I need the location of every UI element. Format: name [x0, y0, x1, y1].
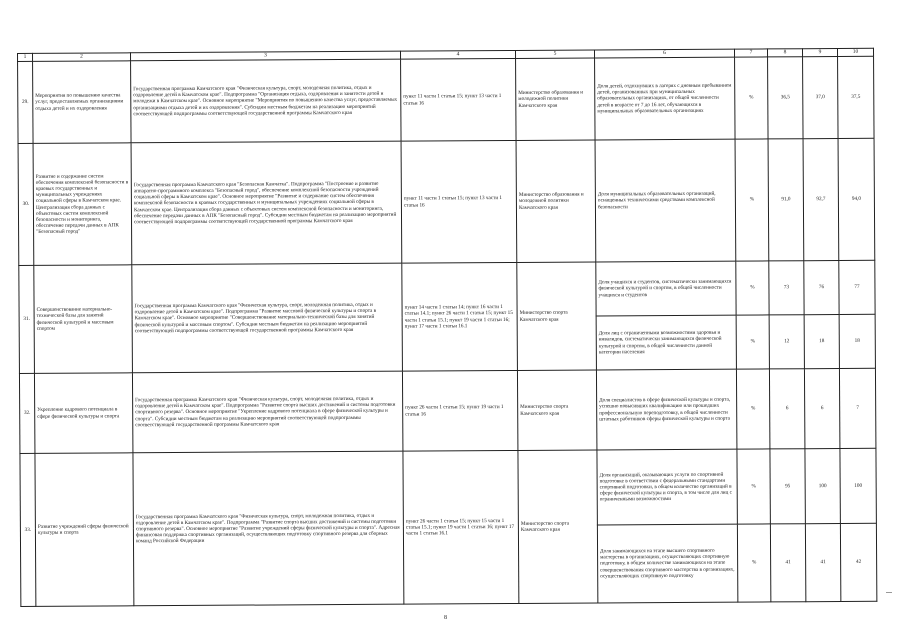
- header-cell: 10: [837, 48, 873, 56]
- indicator-cell: Доля учащихся и студентов, систематически занимающихся физической культурой и спортом, в общей численности учащихся и студентов: [596, 261, 736, 316]
- header-cell: 5: [515, 50, 594, 58]
- ministry-cell: Министерство спорта Камчатского края: [518, 450, 598, 603]
- table-row: [18, 138, 875, 265]
- event-cell: Укрепление кадрового потенциала в сфере физической культуры и спорта: [34, 373, 132, 454]
- value-cell: 36,5: [768, 57, 804, 139]
- value-cell: 95: [770, 449, 805, 524]
- unit-cell: %: [735, 57, 769, 139]
- program-cell: Государственная программа Камчатского края "Безопасная Камчатка". Подпрограмма "Построение и развитие аппаратно-программного комплекса "Безопасный город", обеспечение комплексной безопасности учреждений социальной сферы в Камчатском крае". Основное мероприятие "Развитие и содержание систем обеспечения комплексной безопасности в краевых государственных и муниципальных учреждениях социальной сферы в Камчатском крае. Централизация сбора данных с объектовых систем комплексной безопасности и мониторинга, обеспечение передачи данных в АПК "Безопасный город". Субсидии местным бюджетам на реализацию мероприятий соответствующей подпрограммы соответствующей государственной программы Камчатского края: [131, 141, 402, 265]
- header-cell: 1: [18, 53, 33, 61]
- indicator-cell: Доля занимающихся на этапе высшего спортивного мастерства в организациях, осуществляющих спортивную подготовку, в общем количестве занимающихся на этапе совершенствования спортивного мастерства в организациях, осуществляющих спортивную подготовку: [597, 524, 737, 603]
- value-cell: 6: [804, 368, 839, 448]
- header-cell: 3: [131, 51, 401, 61]
- ministry-cell: Министерство спорта Камчатского края: [517, 262, 597, 370]
- value-cell: 6: [769, 369, 804, 449]
- program-cell: Государственная программа Камчатского края "Физическая культура, спорт, молодежная политика, отдых и оздоровление детей в Камчатском крае". Подпрограмма "Развитие массовой физической культуры и спорта в Камчатском крае". Основное мероприятие "Совершенствование материально-технической базы для занятий физической культурой и массовым спортом". Субсидии местным бюджетам на реализацию мероприятий соответствующей подпрограммы соответствующей государственной программы Камчатского края: [132, 263, 403, 373]
- value-cell: 7: [839, 368, 875, 448]
- law-cell: пункт 14 части 1 статьи 14; пункт 16 части 1 статьи 14.1; пункт 26 части 1 статьи 15; пункт 15 части 1 статьи 15.1; пункт 19 части 1 статьи 16; пункт 17 части 1 статьи 16.1: [402, 262, 518, 371]
- unit-cell: %: [735, 139, 769, 261]
- value-cell: 76: [804, 260, 839, 314]
- value-cell: 77: [839, 260, 875, 314]
- program-cell: Государственная программа Камчатского края "Физическая культура, спорт, молодежная политика, отдых и оздоровление детей в Камчатском крае". Подпрограмма "Развитие спорта высших достижений и системы подготовки спортивного резерва". Основное мероприятие "Укрепление кадрового потенциала в сфере физической культуры и спорта". Субсидии местным бюджетам на реализацию мероприятий соответствующей подпрограммы соответствующей государственной программы Камчатского края: [132, 371, 402, 453]
- row-number: 31.: [19, 265, 35, 373]
- row-number: 33.: [20, 453, 36, 606]
- header-cell: 9: [802, 48, 837, 56]
- ministry-cell: Министерство образования и молодежной политики Камчатского края: [516, 58, 595, 140]
- indicator-cell: Доля детей, отдохнувших в лагерях с дневным пребыванием детей, организованных при муниципальных образовательных организациях, от общей численности детей в возрасте от 7 до 16 лет, обучающихся в муниципальных образовательных организациях: [595, 57, 735, 140]
- page-number: 8: [444, 615, 447, 621]
- unit-cell: %: [736, 261, 769, 315]
- header-cell: 2: [33, 53, 131, 62]
- event-cell: Мероприятия по повышению качества услуг, предоставляемых организациями отдыха детей и их оздоровления: [33, 61, 131, 144]
- program-cell: Государственная программа Камчатского края "Физическая культура, спорт, молодежная политика, отдых и оздоровление детей в Камчатском крае". Подпрограмма "Развитие спорта высших достижений и системы подготовки спортивного резерва". Основное мероприятие "Развитие учреждений сферы физической культуры и спорта". Адресная финансовая поддержка спортивных организаций, осуществляющих подготовку спортивного резерва для сборных команд Российской Федерации: [133, 451, 404, 606]
- unit-cell: %: [737, 524, 770, 602]
- row-number: 30.: [18, 143, 34, 265]
- value-cell: 18: [839, 314, 875, 368]
- value-cell: 41: [770, 524, 805, 602]
- table-row: [19, 260, 875, 319]
- header-cell: 4: [400, 50, 515, 59]
- header-cell: 7: [734, 49, 767, 57]
- unit-cell: %: [737, 449, 770, 524]
- scan-mark: [886, 592, 892, 593]
- event-cell: Развитие учреждений сферы физической культуры и спорта: [35, 453, 134, 607]
- value-cell: 91,0: [768, 139, 804, 261]
- row-number: 32.: [19, 373, 34, 453]
- table-row: [18, 56, 874, 143]
- event-cell: Совершенствование материально-технической базы для занятий физической культурой и массовым спортом: [34, 265, 133, 374]
- value-cell: 73: [769, 261, 804, 315]
- table-row: [19, 368, 875, 453]
- law-cell: пункт 26 части 1 статьи 15; пункт 15 части 1 статьи 15.1; пункт 19 части 1 статьи 16; пункт 17 части 1 статьи 16.1: [403, 450, 519, 604]
- table-row: [20, 448, 876, 528]
- indicator-cell: Доля муниципальных образовательных организаций, оснащенных техническими средствами комплексной безопасности: [595, 139, 736, 262]
- value-cell: 37,0: [803, 56, 839, 138]
- municipal-programs-table: [17, 48, 877, 607]
- value-cell: 100: [805, 448, 840, 523]
- value-cell: 12: [769, 315, 804, 369]
- header-cell: 6: [594, 49, 734, 58]
- law-cell: пункт 11 части 1 статьи 15; пункт 13 части 1 статьи 16: [401, 58, 516, 141]
- law-cell: пункт 26 части 1 статьи 15; пункт 19 части 1 статьи 16: [402, 370, 517, 451]
- value-cell: 18: [804, 314, 839, 368]
- value-cell: 42: [840, 523, 876, 601]
- ministry-cell: Министерство спорта Камчатского края: [517, 370, 596, 450]
- unit-cell: %: [736, 369, 769, 449]
- indicator-cell: Доля лиц с ограниченными возможностями здоровья и инвалидов, систематически занимающихся физической культурой и спортом, в общей численности данной категории населения: [596, 315, 736, 370]
- ministry-cell: Министерство образования и молодежной политики Камчатского края: [516, 140, 596, 262]
- header-cell: 8: [767, 49, 802, 57]
- value-cell: 92,7: [803, 138, 839, 260]
- row-number: 29.: [18, 61, 34, 143]
- indicator-cell: Доля специалистов в сфере физической культуры и спорта, успешно повысивших квалификацию или прошедших профессиональную переподготовку, в общей численности штатных работников сферы физической культуры и спорта: [596, 369, 736, 450]
- value-cell: 41: [805, 523, 840, 601]
- unit-cell: %: [736, 315, 769, 369]
- value-cell: 94,0: [838, 138, 875, 260]
- value-cell: 37,5: [838, 56, 875, 138]
- value-cell: 100: [840, 448, 876, 523]
- law-cell: пункт 11 части 1 статьи 15; пункт 13 части 1 статьи 16: [401, 140, 517, 263]
- program-cell: Государственная программа Камчатского края "Физическая культура, спорт, молодежная политика, отдых и оздоровление детей в Камчатском крае". Подпрограмма "Организация отдыха, оздоровления и занятости детей и молодежи в Камчатском крае". Основное мероприятие "Мероприятия по повышению качества услуг, предоставляемых организациями отдыха детей и их оздоровления". Субсидии местным бюджетам на реализацию мероприятий соответствующей подпрограммы соответствующей государственной программы Камчатского края: [131, 59, 401, 143]
- event-cell: Развитие и содержание систем обеспечения комплексной безопасности в краевых государственных и муниципальных учреждениях социальной сферы в Камчатском крае. Централизация сбора данных с объектовых систем комплексной безопасности и мониторинга, обеспечение передачи данных в АПК "Безопасный город": [33, 143, 132, 266]
- indicator-cell: Доля организаций, оказывающих услуги по спортивной подготовке в соответствии с федеральными стандартами спортивной подготовки, в общем количестве организаций в сфере физической культуры и спорта, в том числе для лиц с ограниченными возможностями: [597, 449, 737, 525]
